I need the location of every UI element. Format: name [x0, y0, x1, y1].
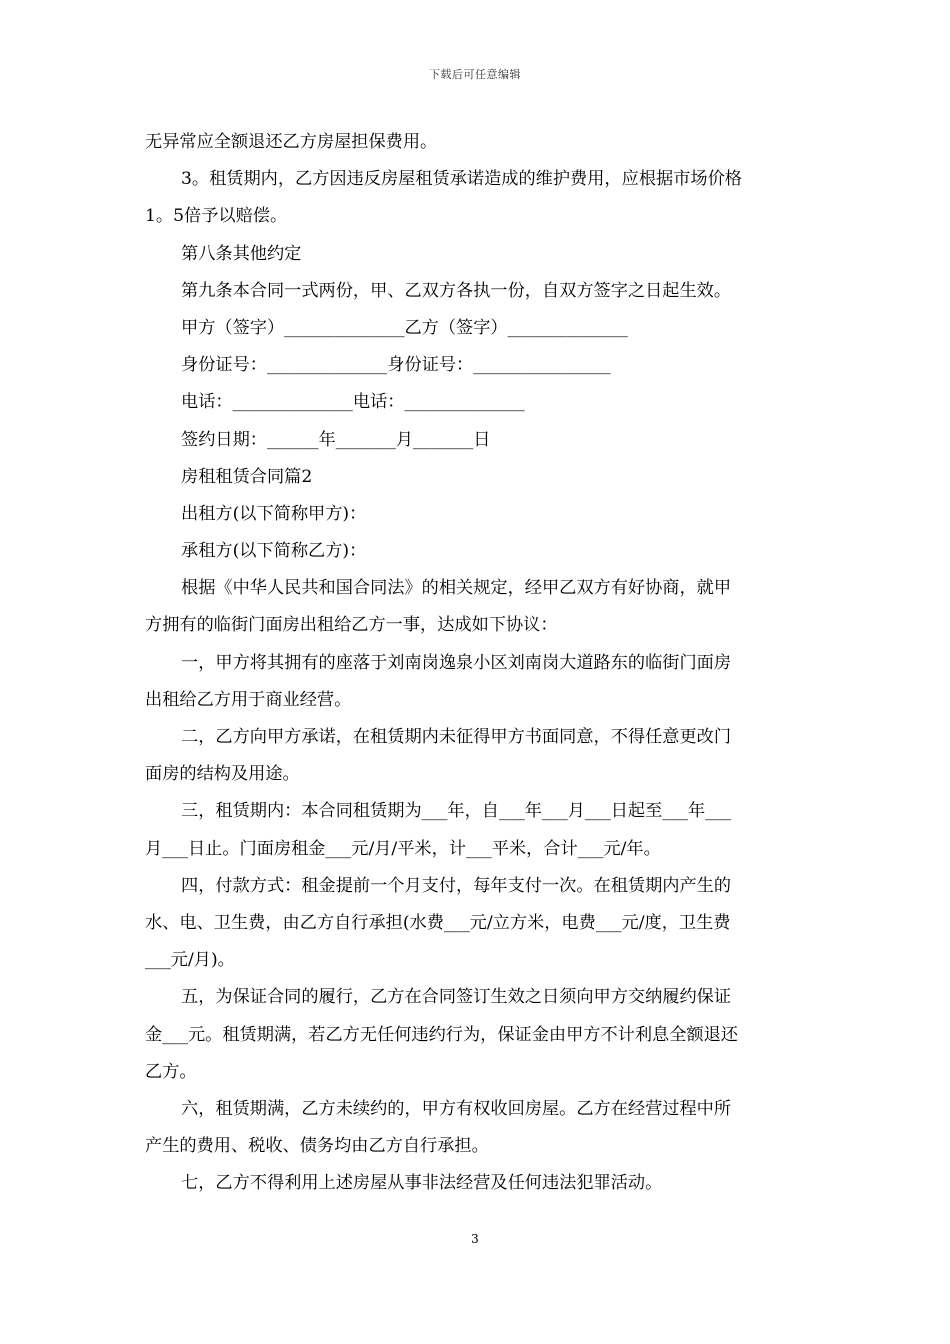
page-header: 下载后可任意编辑	[429, 68, 521, 81]
clause-line: 四，付款方式：租金提前一个月支付，每年支付一次。在租赁期内产生的	[181, 875, 732, 896]
clause-line: 三，租赁期内：本合同租赁期为___年，自___年___月___日起至___年___	[181, 801, 732, 822]
document-body	[145, 124, 807, 1202]
clause-line: 五，为保证合同的履行，乙方在合同签订生效之日须向甲方交纳履约保证	[181, 987, 732, 1008]
id-number-line: 身份证号：______________身份证号：________________	[181, 355, 611, 376]
text-line: 无异常应全额退还乙方房屋担保费用。	[145, 132, 438, 152]
phone-line: 电话：______________电话：______________	[181, 392, 525, 413]
lessee-line: 承租方(以下简称乙方)：	[181, 541, 367, 562]
page-number: 3	[471, 1232, 479, 1246]
clause-line: 二，乙方向甲方承诺，在租赁期内未征得甲方书面同意，不得任意更改门	[181, 727, 732, 747]
text-line: 金___元。租赁期满，若乙方无任何违约行为，保证金由甲方不计利息全额退还	[145, 1024, 738, 1045]
text-line: 3。租赁期内，乙方因违反房屋租赁承诺造成的维护费用，应根据市场价格	[181, 169, 742, 190]
signature-line: 甲方（签字）______________乙方（签字）______________	[181, 317, 628, 338]
clause-line: 一，甲方将其拥有的座落于刘南岗逸泉小区刘南岗大道路东的临街门面房	[181, 652, 732, 673]
sign-date-line: 签约日期：______年_______月_______日	[181, 429, 491, 450]
text-line: 乙方。	[145, 1061, 197, 1082]
clause-line: 六，租赁期满，乙方未续约的，甲方有权收回房屋。乙方在经营过程中所	[181, 1098, 732, 1119]
text-line: 方拥有的临街门面房出租给乙方一事，达成如下协议：	[145, 615, 558, 636]
text-line: 产生的费用、税收、债务均由乙方自行承担。	[145, 1136, 489, 1157]
lessor-line: 出租方(以下简称甲方)：	[181, 503, 367, 524]
text-line: 出租给乙方用于商业经营。	[145, 689, 352, 710]
text-line: 月___日止。门面房租金___元/月/平米，计___平米，合计___元/年。	[145, 838, 661, 859]
text-line: 根据《中华人民共和国合同法》的相关规定，经甲乙双方有好协商，就甲	[181, 578, 732, 599]
contract-title: 房租租赁合同篇2	[181, 466, 313, 487]
text-line: 面房的结构及用途。	[145, 764, 300, 785]
clause-line: 七，乙方不得利用上述房屋从事非法经营及任何违法犯罪活动。	[181, 1173, 663, 1194]
text-line: ___元/月)。	[145, 950, 235, 971]
text-line: 第九条本合同一式两份，甲、乙双方各执一份，自双方签字之日起生效。	[181, 280, 732, 301]
text-line: 1。5倍予以赔偿。	[145, 206, 288, 227]
section-heading: 第八条其他约定	[181, 243, 302, 264]
text-line: 水、电、卫生费，由乙方自行承担(水费___元/立方米，电费___元/度，卫生费	[145, 912, 731, 933]
